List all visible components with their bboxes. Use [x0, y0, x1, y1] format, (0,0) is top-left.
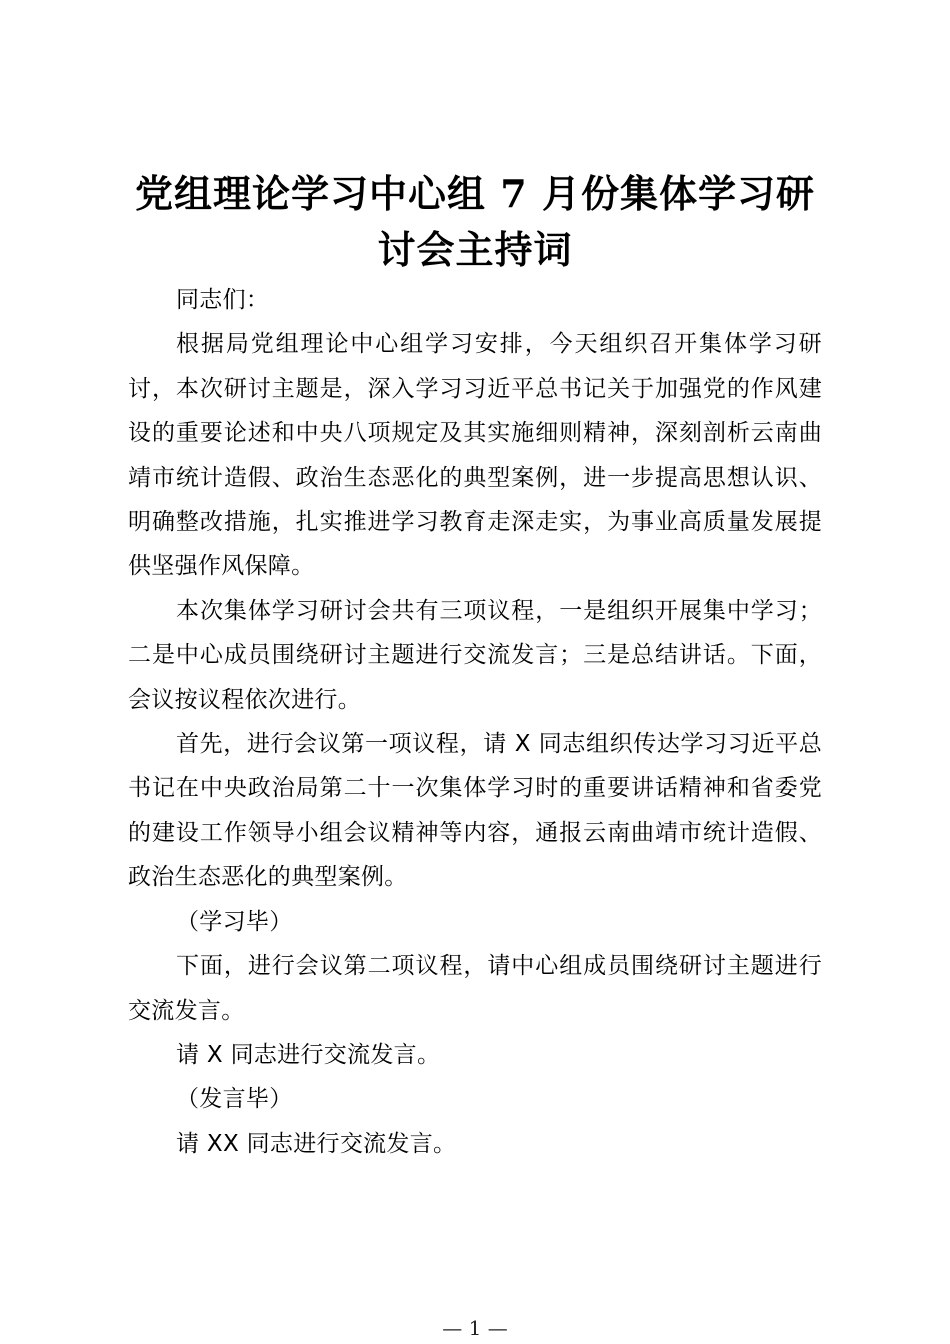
paragraph-speaker-xx: 请 XX 同志进行交流发言。 — [176, 1130, 457, 1157]
stage-note-study-end: （学习毕） — [176, 908, 293, 935]
document-title — [110, 166, 840, 278]
paragraph-second-item: 下面，进行会议第二项议程，请中心组成员围绕研讨主题进行交流发言。 — [128, 953, 822, 1024]
title-line-2: 讨会主持词 — [377, 227, 573, 272]
document-body — [128, 278, 822, 1166]
title-line-1: 党组理论学习中心组 7 月份集体学习研 — [135, 171, 815, 216]
paragraph-first-item: 首先，进行会议第一项议程，请 X 同志组织传达学习习近平总书记在中央政治局第二十一次集体学习时的重要讲话精神和省委党的建设工作领导小组会议精神等内容，通报云南曲靖市统计造假、政治生态恶化的典型案例。 — [128, 731, 822, 891]
paragraph-agenda: 本次集体学习研讨会共有三项议程，一是组织开展集中学习；二是中心成员围绕研讨主题进行交流发言；三是总结讲话。下面，会议按议程依次进行。 — [128, 597, 822, 713]
salutation: 同志们： — [176, 287, 270, 313]
paragraph-speaker-x: 请 X 同志进行交流发言。 — [176, 1041, 441, 1068]
page-number: — 1 — — [442, 1316, 508, 1340]
paragraph-intro: 根据局党组理论中心组学习安排，今天组织召开集体学习研讨，本次研讨主题是，深入学习习近平总书记关于加强党的作风建设的重要论述和中央八项规定及其实施细则精神，深刻剖析云南曲靖市统计造假、政治生态恶化的典型案例，进一步提高思想认识、明确整改措施，扎实推进学习教育走深走实，为事业高质量发展提供坚强作风保障。 — [128, 331, 822, 580]
stage-note-speech-end: （发言毕） — [176, 1086, 293, 1113]
